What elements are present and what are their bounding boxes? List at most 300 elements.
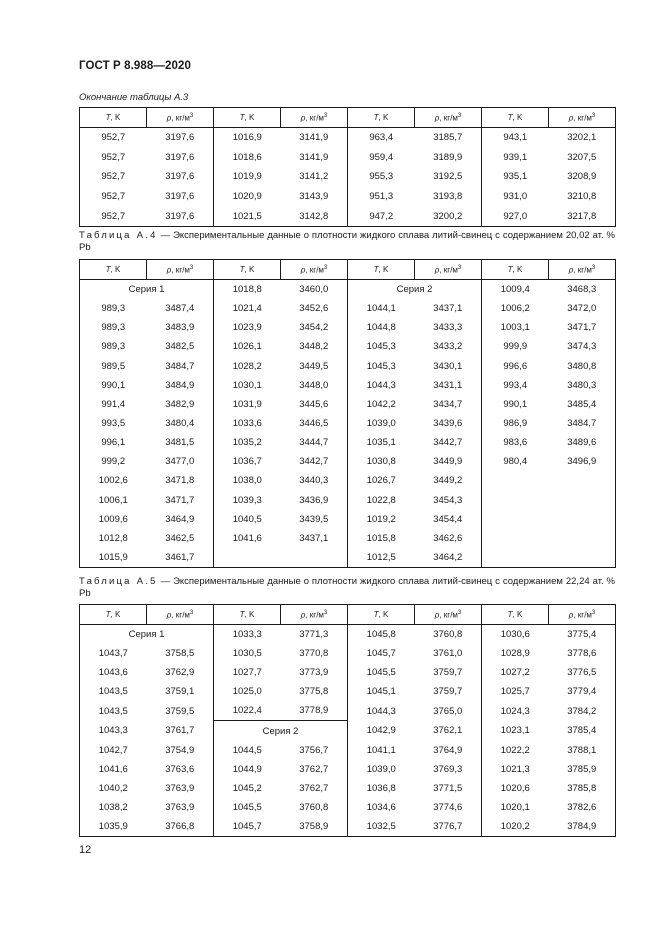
table-row [80,817,616,837]
table-cell: 3483,9 [147,318,214,337]
column-header: ρ, $кг/м^3$ [147,260,214,280]
table-cell: 1025,0 [232,686,262,698]
table-cell: 3759,1 [147,682,214,701]
table-cell: 3471,7 [147,491,214,510]
table-cell: 3197,6 [147,148,214,168]
table-cell [549,510,616,529]
table-cell: 3760,8 [281,798,348,817]
table-cell: 1041,1 [366,744,396,756]
table-cell: 1044,1 [366,303,396,315]
table-cell: 1009,4 [500,284,530,296]
table-cell: 1031,9 [232,398,262,410]
table-row [80,337,616,356]
table-cell: 927,0 [482,206,549,226]
table-cell: 3442,7 [415,433,482,452]
table-row [80,376,616,395]
table-cell: 3489,6 [549,433,616,452]
table-cell: 1035,1 [366,437,396,449]
table-cell: 3484,9 [147,376,214,395]
table-cell: 3785,4 [549,721,616,741]
table-cell: 1040,5 [232,513,262,525]
table-cell: 3778,9 [281,701,348,721]
table-cell: 1006,2 [500,303,530,315]
table-row [80,452,616,471]
series-label: Серия 2 [214,721,348,741]
table-row [80,433,616,452]
series-label: Серия 1 [80,280,214,300]
table-cell: 3773,9 [281,663,348,682]
table-cell: 1042,2 [366,398,396,410]
table-cell: 1045,7 [214,817,281,837]
table-row [80,548,616,568]
table-cell: 3771,5 [415,779,482,798]
table-a3 [79,107,616,227]
table-row [80,187,616,207]
table-cell: 3785,9 [549,760,616,779]
table-cell: 1022,4 [232,705,262,717]
table-cell: 952,7 [80,128,147,148]
table-cell: 3444,7 [281,433,348,452]
table-cell: 996,1 [80,433,147,452]
table-cell: 1012,5 [348,548,415,568]
table-cell: 3785,8 [549,779,616,798]
table-cell: 3762,1 [415,721,482,741]
table-cell: 952,7 [80,167,147,187]
table-cell: 1044,3 [366,379,396,391]
table-cell: 1028,9 [500,648,530,660]
table-cell: 1030,6 [500,629,530,641]
column-header: T, K [214,260,281,280]
table-cell: 1015,8 [366,532,396,544]
table-cell: 963,4 [369,132,394,144]
table-cell: 1043,5 [80,701,147,721]
table-cell: 3758,9 [281,817,348,837]
table-cell: 952,7 [80,187,147,207]
table-cell: 3141,9 [281,128,348,148]
table-cell: 3759,7 [415,682,482,701]
table-cell: 3778,6 [549,644,616,663]
table-cell: 3765,0 [415,701,482,721]
table-cell: 983,6 [503,437,528,449]
table-cell: 3189,9 [415,148,482,168]
table-row [80,798,616,817]
table-cell: 3482,5 [147,337,214,356]
table-cell: 3770,8 [281,644,348,663]
table-cell: 3448,2 [281,337,348,356]
table-cell: 3761,7 [147,721,214,741]
table-cell: 1032,5 [348,817,415,837]
table-cell: 3185,7 [415,128,482,148]
table-a5-caption-label: Таблица А.5 [79,576,158,587]
table-row [80,491,616,510]
column-header: T, K [348,260,415,280]
table-row [80,741,616,760]
table-cell: 3496,9 [549,452,616,471]
table-cell: 3485,4 [549,395,616,414]
table-cell: 3192,5 [415,167,482,187]
table-cell: 989,5 [80,357,147,376]
table-row [80,167,616,187]
table-cell: 3759,5 [147,701,214,721]
table-cell: 3754,9 [147,741,214,760]
table-cell: 3197,6 [147,167,214,187]
table-row [80,318,616,337]
table-cell: 3480,4 [147,414,214,433]
table-cell: 1018,8 [232,284,262,296]
table-cell: 3462,5 [147,529,214,548]
table-cell: 1030,5 [232,648,262,660]
table-a3-header-row [80,108,616,128]
table-cell: 955,3 [369,171,394,183]
table-cell: 3761,0 [415,644,482,663]
table-cell [482,471,549,490]
table-row [80,529,616,548]
table-cell: 3769,3 [415,760,482,779]
table-cell: 3776,7 [415,817,482,837]
table-cell: 1038,0 [232,475,262,487]
table-cell: 3471,8 [147,471,214,490]
table-cell: 1033,3 [232,629,262,641]
table-cell: 3141,9 [281,148,348,168]
table-row [80,206,616,226]
table-cell: 1030,8 [366,456,396,468]
table-row [80,128,616,148]
table-cell: 1036,8 [366,782,396,794]
column-header: T, K [80,260,147,280]
table-cell: 3439,6 [415,414,482,433]
table-cell [214,548,281,568]
table-cell: 1045,3 [366,341,396,353]
table-cell: 1020,2 [482,817,549,837]
table-cell: 3784,2 [549,701,616,721]
table-cell: 1006,1 [80,491,147,510]
table-cell: 3784,9 [549,817,616,837]
column-header: ρ, $кг/м^3$ [281,260,348,280]
table-cell: 1039,0 [366,763,396,775]
table-cell: 993,5 [80,414,147,433]
table-cell: 1019,2 [366,513,396,525]
column-header: T, K [348,108,415,128]
table-cell [482,510,549,529]
table-cell: 947,2 [348,206,415,226]
table-cell: 3430,1 [415,357,482,376]
table-cell: 3484,7 [147,357,214,376]
table-cell: 3143,9 [281,187,348,207]
table-cell: 3433,2 [415,337,482,356]
table-row [80,280,616,300]
table-cell: 1024,3 [500,705,530,717]
table-cell: 1038,2 [80,798,147,817]
table-cell: 3775,4 [549,625,616,645]
table-cell: 935,1 [503,171,528,183]
table-cell: 3449,9 [415,452,482,471]
table-cell: 1045,5 [366,667,396,679]
page-number: 12 [79,844,92,856]
table-cell: 3762,9 [147,663,214,682]
table-cell: 1021,5 [214,206,281,226]
table-cell: 1035,9 [80,817,147,837]
table-a5 [79,604,616,837]
table-cell: 3763,6 [147,760,214,779]
table-cell: 3207,5 [549,148,616,168]
table-row [80,414,616,433]
table-cell: 3436,9 [281,491,348,510]
table-cell [549,491,616,510]
table-cell: 3464,9 [147,510,214,529]
table-cell: 1034,6 [366,801,396,813]
table-cell: 1041,6 [80,760,147,779]
table-cell [482,491,549,510]
table-a5-caption [79,576,615,600]
table-cell: 1021,3 [500,763,530,775]
table-cell: 3775,8 [281,682,348,701]
table-cell: 3197,6 [147,206,214,226]
table-cell: 3440,3 [281,471,348,490]
table-cell: 1023,9 [232,322,262,334]
column-header: T, K [482,260,549,280]
table-cell: 3439,5 [281,510,348,529]
table-cell: 3760,8 [415,625,482,645]
column-header: ρ, $кг/м^3$ [281,605,348,625]
table-cell: 931,0 [503,191,528,203]
table-cell: 1002,6 [80,471,147,490]
table-cell: 1042,9 [366,725,396,737]
table-row [80,682,616,701]
table-cell: 1033,6 [232,418,262,430]
table-cell: 3759,7 [415,663,482,682]
table-cell: 3472,0 [549,299,616,318]
table-cell: 989,3 [80,318,147,337]
table-cell: 3445,6 [281,395,348,414]
table-cell: 3480,3 [549,376,616,395]
table-cell: 1030,1 [232,379,262,391]
table-row [80,299,616,318]
table-cell: 943,1 [503,132,528,144]
table-cell: 1026,1 [232,341,262,353]
table-cell: 952,7 [80,206,147,226]
table-cell: 3448,0 [281,376,348,395]
table-cell: 989,3 [80,299,147,318]
table-cell: 3454,4 [415,510,482,529]
table-cell: 3480,8 [549,357,616,376]
column-header: ρ, $кг/м^3$ [147,108,214,128]
table-cell: 3771,3 [281,625,348,645]
table-cell: 1044,9 [232,763,262,775]
table-cell: 3217,8 [549,206,616,226]
table-cell: 3756,7 [281,741,348,760]
table-cell: 996,6 [503,360,528,372]
column-header: ρ, $кг/м^3$ [415,605,482,625]
table-cell: 1039,3 [232,494,262,506]
table-cell: 3449,2 [415,471,482,490]
table-cell: 3446,5 [281,414,348,433]
table-cell: 986,9 [503,418,528,430]
table-cell: 980,4 [503,456,528,468]
table-cell: 3762,7 [281,760,348,779]
table-cell: 3477,0 [147,452,214,471]
table-cell: 1020,6 [500,782,530,794]
table-a5-caption-text: — Экспериментальные данные о плотности жидкого сплава литий-свинец с содержанием 22,24 ат. % Pb [79,576,615,599]
table-cell: 1022,8 [366,494,396,506]
table-a5-header-row [80,605,616,625]
table-cell: 3454,2 [281,318,348,337]
table-cell: 3193,8 [415,187,482,207]
table-cell: 990,1 [503,398,528,410]
column-header: T, K [482,605,549,625]
table-cell: 3202,1 [549,128,616,148]
table-cell: 1036,7 [232,456,262,468]
table-cell: 3142,8 [281,206,348,226]
column-header: ρ, $кг/м^3$ [415,108,482,128]
table-cell: 1027,2 [500,667,530,679]
table-cell: 3484,7 [549,414,616,433]
table-row [80,625,616,645]
table-cell: 3482,9 [147,395,214,414]
table-cell: 3782,6 [549,798,616,817]
table-cell: 1044,5 [232,744,262,756]
table-row [80,779,616,798]
column-header: T, K [482,108,549,128]
table-cell: 3762,7 [281,779,348,798]
table-cell: 3452,6 [281,299,348,318]
table-cell: 3758,5 [147,644,214,663]
table-cell: 3454,3 [415,491,482,510]
series-label: Серия 1 [80,625,214,645]
table-cell [482,529,549,548]
table-cell: 1021,4 [232,303,262,315]
table-cell: 3208,9 [549,167,616,187]
table-cell: 3763,9 [147,798,214,817]
table-cell: 1022,2 [500,744,530,756]
table-cell: 991,4 [80,395,147,414]
table-cell: 1016,9 [232,132,262,144]
table-cell: 3774,6 [415,798,482,817]
table-cell: 3471,7 [549,318,616,337]
table-cell: 3437,1 [281,529,348,548]
table-cell [549,471,616,490]
table-cell: 3788,1 [549,741,616,760]
column-header: T, K [214,108,281,128]
table-a4-caption-label: Таблица А.4 [79,230,158,241]
table-cell: 3464,2 [415,548,482,568]
table-cell: 1020,9 [232,191,262,203]
table-cell: 999,2 [80,452,147,471]
table-cell: 993,4 [503,379,528,391]
table-cell: 990,1 [80,376,147,395]
table-row [80,357,616,376]
table-cell: 3779,4 [549,682,616,701]
column-header: ρ, $кг/м^3$ [415,260,482,280]
column-header: ρ, $кг/м^3$ [549,260,616,280]
table-cell: 951,3 [369,191,394,203]
table-a4-caption [79,230,615,254]
table-cell: 3763,9 [147,779,214,798]
column-header: ρ, $кг/м^3$ [549,108,616,128]
table-cell: 3433,3 [415,318,482,337]
table-cell: 1045,8 [366,629,396,641]
table-cell: 3462,6 [415,529,482,548]
table-cell: 1015,9 [80,548,147,568]
table-cell: 3474,3 [549,337,616,356]
table-cell: 1043,3 [80,721,147,741]
table-cell: 1044,3 [366,705,396,717]
table-cell: 3460,0 [281,280,348,300]
table-cell: 1018,6 [232,151,262,163]
table-cell: 3442,7 [281,452,348,471]
table-cell: 1041,6 [232,532,262,544]
table-cell: 3197,6 [147,187,214,207]
table-cell: 3776,5 [549,663,616,682]
table-cell: 3434,7 [415,395,482,414]
table-cell: 1043,7 [80,644,147,663]
table-a4 [79,259,616,568]
table-row [80,760,616,779]
table-cell: 959,4 [369,151,394,163]
table-cell: 1035,2 [232,437,262,449]
table-cell: 3764,9 [415,741,482,760]
table-cell: 3141,2 [281,167,348,187]
table-cell: 3200,2 [415,206,482,226]
document-code: ГОСТ Р 8.988—2020 [79,60,191,72]
table-cell: 1028,2 [232,360,262,372]
table-cell: 1045,7 [366,648,396,660]
table-cell: 1040,2 [80,779,147,798]
table-cell: 999,9 [503,341,528,353]
table-cell: 3431,1 [415,376,482,395]
table-a4-header-row [80,260,616,280]
table-row [80,148,616,168]
table-cell: 3766,8 [147,817,214,837]
table-cell: 1020,1 [500,801,530,813]
table-cell: 1025,7 [500,686,530,698]
table-cell: 1045,3 [366,360,396,372]
table-cell: 1012,8 [80,529,147,548]
table-cell: 3461,7 [147,548,214,568]
column-header: T, K [80,605,147,625]
column-header: ρ, $кг/м^3$ [281,108,348,128]
table-cell: 1023,1 [500,725,530,737]
table-cell: 1045,1 [366,686,396,698]
table-cell: 3449,5 [281,357,348,376]
table-cell [549,529,616,548]
table-cell [549,548,616,568]
table-cell: 1009,6 [80,510,147,529]
table-row [80,395,616,414]
table-cell: 1026,7 [366,475,396,487]
table-row [80,644,616,663]
table-cell: 952,7 [80,148,147,168]
table-cell: 1045,5 [232,801,262,813]
table-cell: 1039,0 [366,418,396,430]
column-header: T, K [214,605,281,625]
table-cell: 3487,4 [147,299,214,318]
table-a4-caption-text: — Экспериментальные данные о плотности жидкого сплава литий-свинец с содержанием 20,02 ат. % Pb [79,230,615,253]
table-cell: 989,3 [80,337,147,356]
table-cell: 1019,9 [232,171,262,183]
table-row [80,701,616,721]
table-cell: 1042,7 [80,741,147,760]
table-row [80,471,616,490]
column-header: T, K [80,108,147,128]
table-cell [482,548,549,568]
table-cell: 3210,8 [549,187,616,207]
table-cell: 1045,2 [232,782,262,794]
table-cell: 1044,8 [366,322,396,334]
table-row [80,721,616,741]
table-cell: 3481,5 [147,433,214,452]
column-header: ρ, $кг/м^3$ [549,605,616,625]
table-cell: 1043,6 [80,663,147,682]
